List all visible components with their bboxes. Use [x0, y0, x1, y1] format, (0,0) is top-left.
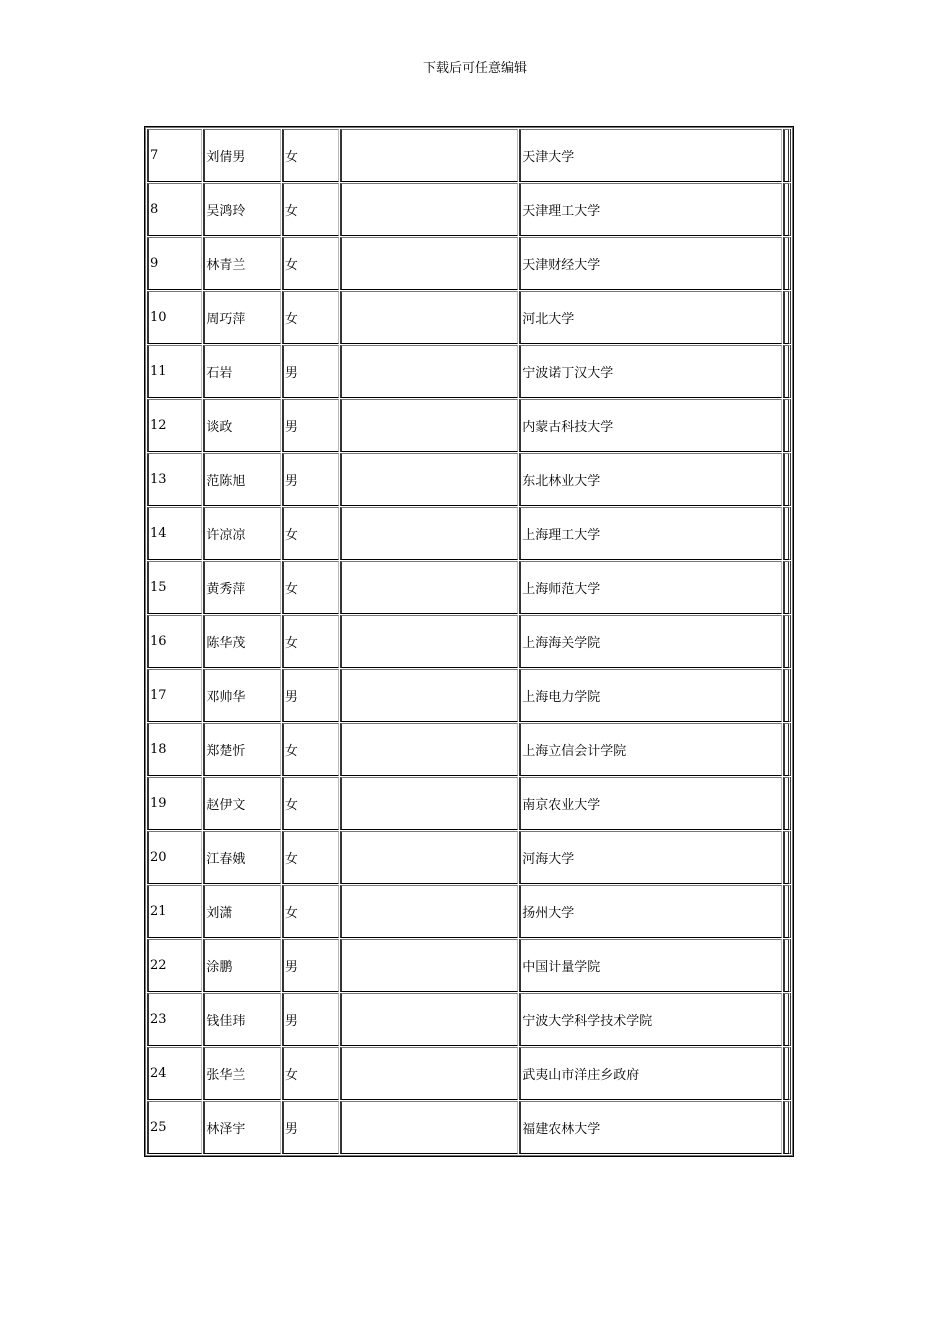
row-number-cell: 8: [147, 183, 202, 236]
table-row: [147, 291, 791, 344]
gender-cell: 女: [282, 507, 339, 560]
empty-cell: [340, 831, 518, 884]
school-cell: 上海立信会计学院: [519, 723, 782, 776]
school-cell: 上海海关学院: [519, 615, 782, 668]
student-name-cell: 许凉凉: [203, 507, 280, 560]
student-name-cell: 林青兰: [203, 237, 280, 290]
school-cell: 上海电力学院: [519, 669, 782, 722]
trailing-cell: [783, 345, 791, 398]
table-row: [147, 831, 791, 884]
trailing-cell: [783, 507, 791, 560]
student-table-frame: [144, 126, 794, 1157]
trailing-cell: [783, 939, 791, 992]
student-table-body: [147, 129, 791, 1154]
empty-cell: [340, 993, 518, 1046]
school-cell: 河北大学: [519, 291, 782, 344]
student-name-cell: 范陈旭: [203, 453, 280, 506]
empty-cell: [340, 723, 518, 776]
row-number-cell: 10: [147, 291, 202, 344]
school-cell: 天津大学: [519, 129, 782, 182]
table-row: [147, 399, 791, 452]
row-number-cell: 9: [147, 237, 202, 290]
student-name-cell: 刘潇: [203, 885, 280, 938]
row-number-cell: 14: [147, 507, 202, 560]
empty-cell: [340, 939, 518, 992]
table-row: [147, 939, 791, 992]
student-name-cell: 周巧萍: [203, 291, 280, 344]
gender-cell: 男: [282, 399, 339, 452]
table-row: [147, 129, 791, 182]
table-row: [147, 993, 791, 1046]
trailing-cell: [783, 399, 791, 452]
table-row: [147, 345, 791, 398]
gender-cell: 男: [282, 453, 339, 506]
row-number-cell: 11: [147, 345, 202, 398]
school-cell: 南京农业大学: [519, 777, 782, 830]
empty-cell: [340, 885, 518, 938]
empty-cell: [340, 669, 518, 722]
school-cell: 天津理工大学: [519, 183, 782, 236]
gender-cell: 女: [282, 237, 339, 290]
gender-cell: 男: [282, 939, 339, 992]
gender-cell: 女: [282, 291, 339, 344]
table-row: [147, 237, 791, 290]
table-row: [147, 723, 791, 776]
student-name-cell: 林泽宇: [203, 1101, 280, 1154]
school-cell: 宁波诺丁汉大学: [519, 345, 782, 398]
row-number-cell: 15: [147, 561, 202, 614]
trailing-cell: [783, 831, 791, 884]
school-cell: 河海大学: [519, 831, 782, 884]
student-name-cell: 邓帅华: [203, 669, 280, 722]
student-name-cell: 涂鹏: [203, 939, 280, 992]
student-name-cell: 吴鸿玲: [203, 183, 280, 236]
gender-cell: 女: [282, 831, 339, 884]
trailing-cell: [783, 291, 791, 344]
table-row: [147, 885, 791, 938]
student-name-cell: 石岩: [203, 345, 280, 398]
student-name-cell: 张华兰: [203, 1047, 280, 1100]
row-number-cell: 18: [147, 723, 202, 776]
gender-cell: 女: [282, 1047, 339, 1100]
gender-cell: 女: [282, 723, 339, 776]
gender-cell: 女: [282, 129, 339, 182]
row-number-cell: 23: [147, 993, 202, 1046]
gender-cell: 男: [282, 345, 339, 398]
school-cell: 上海理工大学: [519, 507, 782, 560]
empty-cell: [340, 345, 518, 398]
table-row: [147, 1101, 791, 1154]
student-name-cell: 谈政: [203, 399, 280, 452]
school-cell: 宁波大学科学技术学院: [519, 993, 782, 1046]
table-row: [147, 507, 791, 560]
gender-cell: 女: [282, 615, 339, 668]
row-number-cell: 19: [147, 777, 202, 830]
trailing-cell: [783, 1047, 791, 1100]
school-cell: 福建农林大学: [519, 1101, 782, 1154]
empty-cell: [340, 777, 518, 830]
table-row: [147, 1047, 791, 1100]
student-name-cell: 赵伊文: [203, 777, 280, 830]
row-number-cell: 24: [147, 1047, 202, 1100]
row-number-cell: 21: [147, 885, 202, 938]
trailing-cell: [783, 183, 791, 236]
row-number-cell: 22: [147, 939, 202, 992]
empty-cell: [340, 129, 518, 182]
trailing-cell: [783, 1101, 791, 1154]
student-name-cell: 钱佳玮: [203, 993, 280, 1046]
table-row: [147, 561, 791, 614]
empty-cell: [340, 237, 518, 290]
table-row: [147, 777, 791, 830]
empty-cell: [340, 615, 518, 668]
school-cell: 上海师范大学: [519, 561, 782, 614]
school-cell: 内蒙古科技大学: [519, 399, 782, 452]
row-number-cell: 25: [147, 1101, 202, 1154]
student-name-cell: 郑楚忻: [203, 723, 280, 776]
row-number-cell: 12: [147, 399, 202, 452]
empty-cell: [340, 183, 518, 236]
row-number-cell: 20: [147, 831, 202, 884]
gender-cell: 男: [282, 669, 339, 722]
row-number-cell: 16: [147, 615, 202, 668]
table-row: [147, 183, 791, 236]
school-cell: 天津财经大学: [519, 237, 782, 290]
row-number-cell: 13: [147, 453, 202, 506]
gender-cell: 男: [282, 993, 339, 1046]
table-row: [147, 669, 791, 722]
row-number-cell: 17: [147, 669, 202, 722]
school-cell: 中国计量学院: [519, 939, 782, 992]
empty-cell: [340, 561, 518, 614]
table-row: [147, 453, 791, 506]
empty-cell: [340, 507, 518, 560]
student-name-cell: 刘倩男: [203, 129, 280, 182]
gender-cell: 女: [282, 561, 339, 614]
student-name-cell: 江春娥: [203, 831, 280, 884]
row-number-cell: 7: [147, 129, 202, 182]
student-name-cell: 黄秀萍: [203, 561, 280, 614]
empty-cell: [340, 291, 518, 344]
table-row: [147, 615, 791, 668]
trailing-cell: [783, 777, 791, 830]
school-cell: 武夷山市洋庄乡政府: [519, 1047, 782, 1100]
gender-cell: 女: [282, 885, 339, 938]
trailing-cell: [783, 615, 791, 668]
trailing-cell: [783, 723, 791, 776]
empty-cell: [340, 1047, 518, 1100]
gender-cell: 男: [282, 1101, 339, 1154]
school-cell: 扬州大学: [519, 885, 782, 938]
empty-cell: [340, 1101, 518, 1154]
trailing-cell: [783, 129, 791, 182]
trailing-cell: [783, 993, 791, 1046]
page-header: 下载后可任意编辑: [422, 61, 527, 76]
trailing-cell: [783, 885, 791, 938]
trailing-cell: [783, 561, 791, 614]
trailing-cell: [783, 453, 791, 506]
school-cell: 东北林业大学: [519, 453, 782, 506]
trailing-cell: [783, 669, 791, 722]
empty-cell: [340, 453, 518, 506]
gender-cell: 女: [282, 183, 339, 236]
trailing-cell: [783, 237, 791, 290]
student-name-cell: 陈华茂: [203, 615, 280, 668]
gender-cell: 女: [282, 777, 339, 830]
student-table: [146, 128, 792, 1155]
empty-cell: [340, 399, 518, 452]
